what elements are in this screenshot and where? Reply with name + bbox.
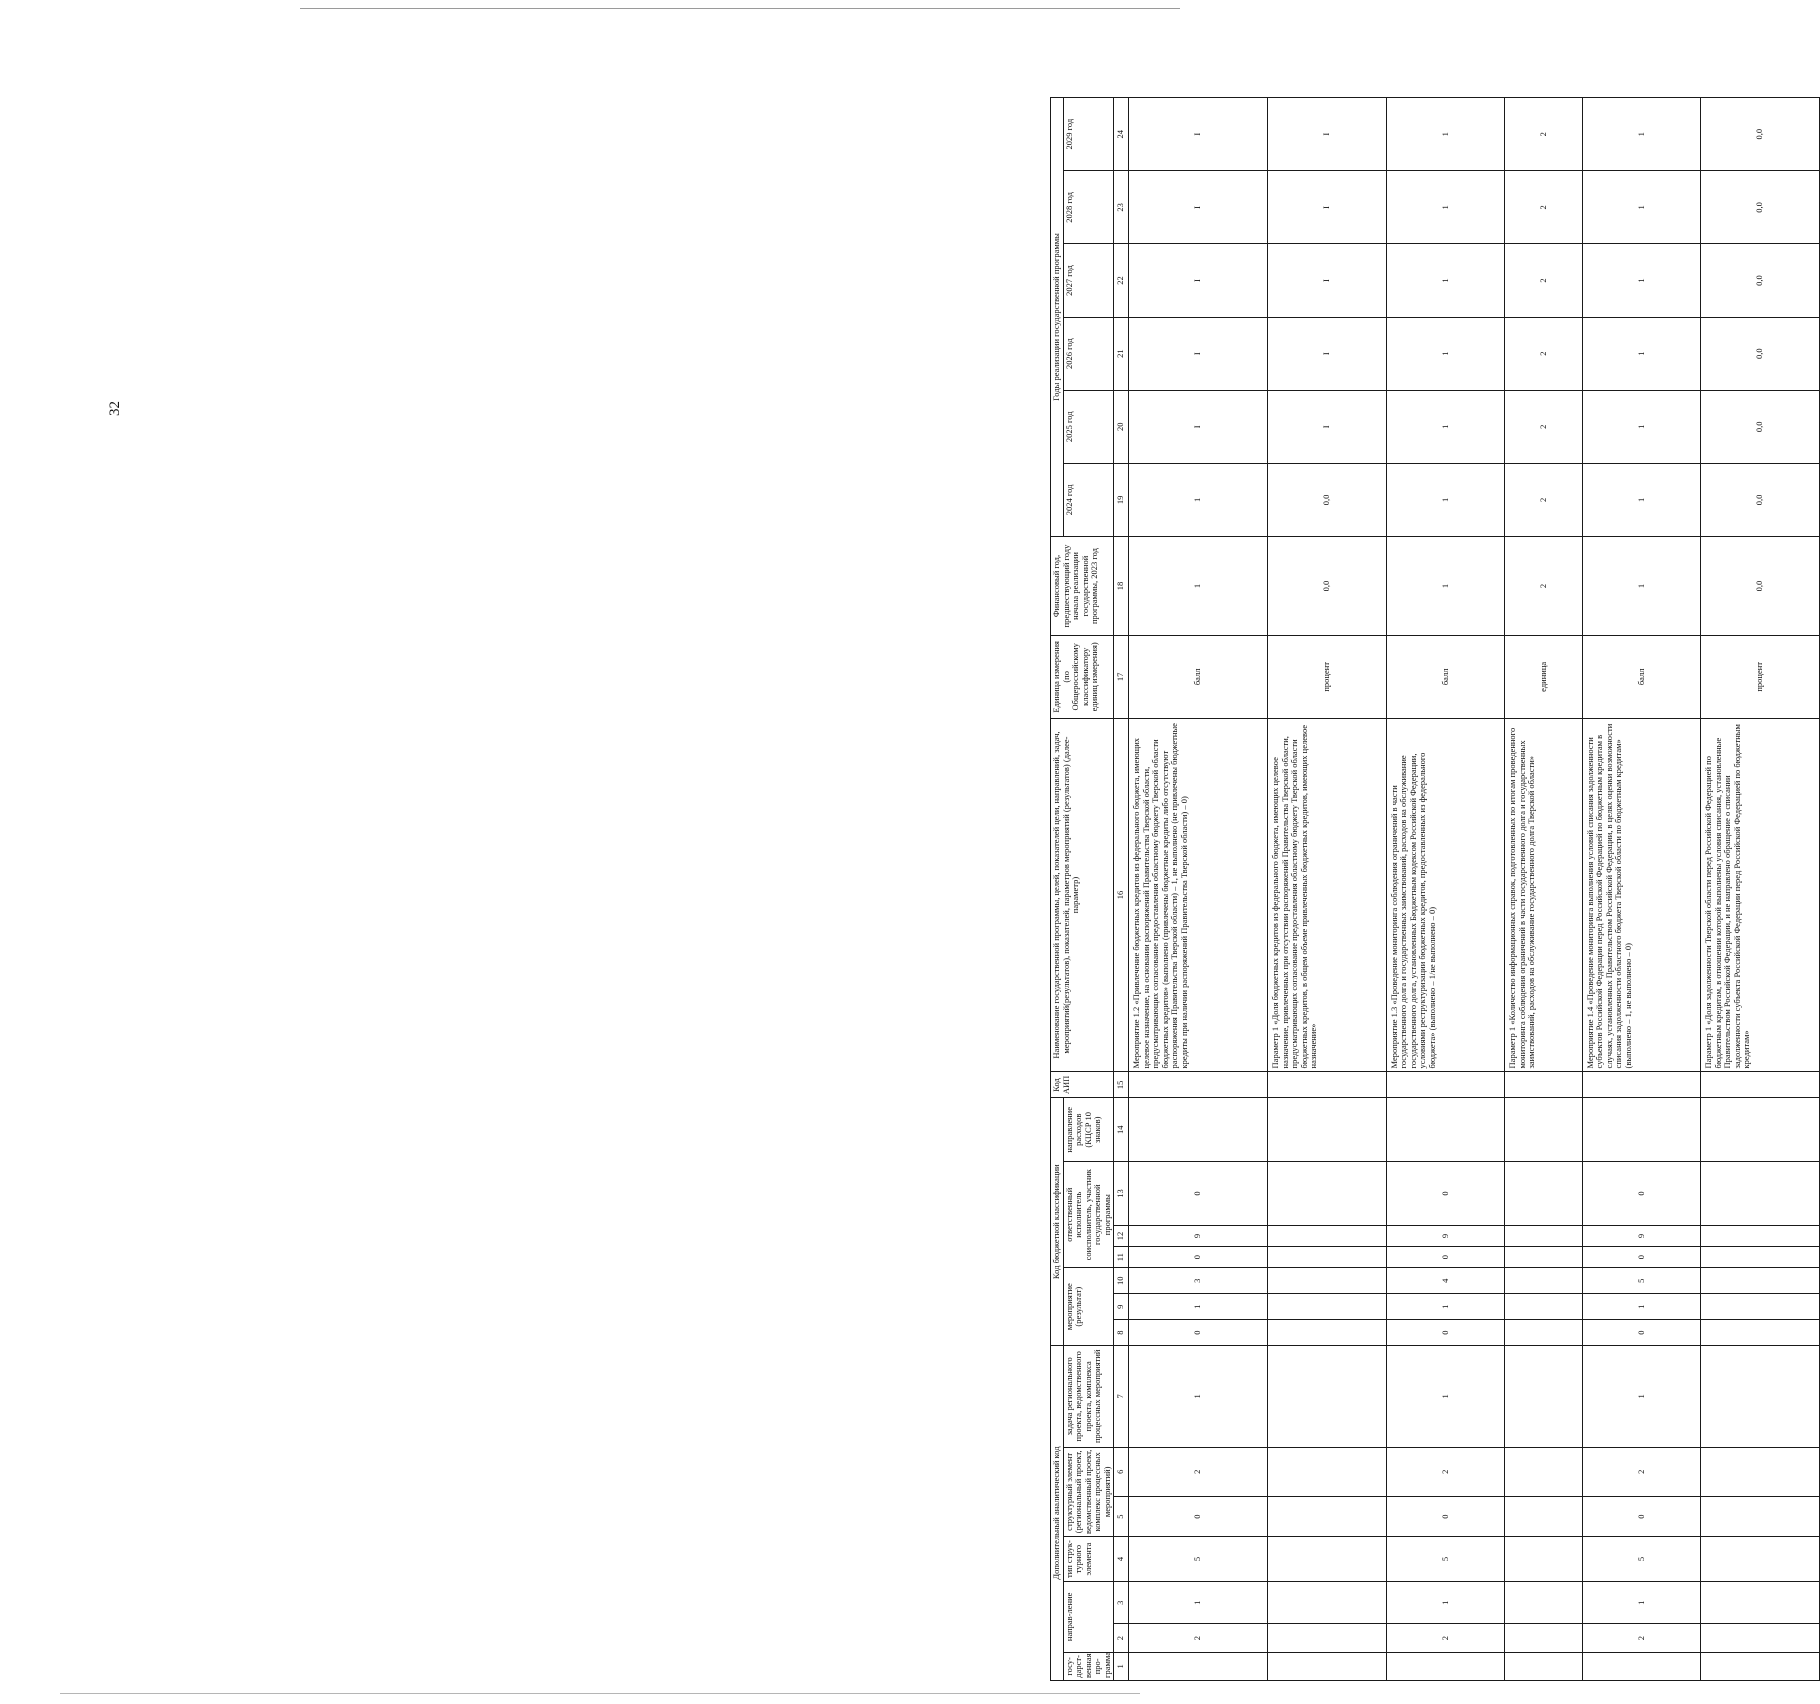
row-year-value: I (1129, 244, 1268, 317)
header-expense: направление расходов (КЦСР 10 знаков) (1063, 1098, 1114, 1162)
row-base-value: 2 (1505, 536, 1582, 635)
row-year-value: I (1268, 317, 1387, 390)
row-name: Параметр 1 «Доля задолженности Тверской области перед Российской Федерацией по бюджетным кредитам, в отношении которой выполнены условия списания, установленные Правительством Российской Федерации, и не направлено обращение о списании задолженности субъекта Российской Федерации перед Российской Федерацией по бюджетным кредитам» (1701, 718, 1820, 1072)
row-year-value: 2 (1505, 317, 1582, 390)
header-year-2026: 2026 год (1063, 317, 1114, 390)
row-year-value: 1 (1386, 317, 1505, 390)
column-number: 9 (1114, 1294, 1129, 1320)
code-cell (1505, 1447, 1582, 1497)
code-cell: 5 (1582, 1537, 1701, 1582)
code-cell: 5 (1129, 1537, 1268, 1582)
row-name: Параметр 1 «Доля бюджетных кредитов из федерального бюджета, имеющих целевое назначение, привлеченных при отсутствии распоряжений Правительства Тверской области, предусматривающих согласование предоставления областному бюджету Тверской области бюджетных кредитов, в общем объеме привлеченных бюджетных кредитов, имеющих целевое назначение» (1268, 718, 1387, 1072)
code-cell (1268, 1247, 1387, 1268)
column-number: 4 (1114, 1537, 1129, 1582)
row-year-value: 2 (1505, 98, 1582, 171)
row-year-value: 1 (1386, 98, 1505, 171)
scan-edge-bottom (60, 1693, 1140, 1694)
column-number: 5 (1114, 1497, 1129, 1537)
row-unit: балл (1386, 636, 1505, 719)
code-cell: 2 (1386, 1624, 1505, 1652)
table-row (1268, 98, 1387, 1681)
column-number: 17 (1114, 636, 1129, 719)
row-base-value: 1 (1582, 536, 1701, 635)
column-number: 15 (1114, 1072, 1129, 1098)
code-cell (1701, 1162, 1820, 1226)
row-year-value: I (1129, 171, 1268, 244)
row-base-value: 0,0 (1701, 536, 1820, 635)
code-cell: 0 (1129, 1320, 1268, 1346)
header-event: мероприятие (результат) (1063, 1268, 1114, 1346)
code-cell (1582, 1072, 1701, 1098)
code-cell: 3 (1129, 1268, 1268, 1294)
code-cell: 2 (1582, 1624, 1701, 1652)
column-number: 8 (1114, 1320, 1129, 1346)
code-cell (1701, 1537, 1820, 1582)
row-unit: единица (1505, 636, 1582, 719)
column-number: 10 (1114, 1268, 1129, 1294)
header-base-year: Финансовый год, предшествующий году начала реализации государственной программы, 2023 год (1051, 536, 1114, 635)
code-cell (1129, 1098, 1268, 1162)
code-cell (1505, 1497, 1582, 1537)
code-cell (1268, 1098, 1387, 1162)
code-cell (1268, 1537, 1387, 1582)
row-base-value: 1 (1386, 536, 1505, 635)
column-number: 19 (1114, 463, 1129, 536)
row-year-value: 1 (1582, 463, 1701, 536)
row-base-value: 0,0 (1268, 536, 1387, 635)
page-number: 32 (107, 401, 123, 416)
code-cell (1701, 1320, 1820, 1346)
code-cell: 9 (1582, 1225, 1701, 1246)
code-cell (1505, 1320, 1582, 1346)
code-cell (1386, 1098, 1505, 1162)
code-cell: 0 (1582, 1320, 1701, 1346)
row-unit: балл (1129, 636, 1268, 719)
code-cell (1268, 1225, 1387, 1246)
code-cell: 0 (1582, 1247, 1701, 1268)
code-cell: 9 (1129, 1225, 1268, 1246)
code-cell (1268, 1162, 1387, 1226)
code-cell (1701, 1247, 1820, 1268)
code-cell (1129, 1652, 1268, 1680)
row-year-value: I (1268, 98, 1387, 171)
header-task: задача регионального проекта, ведомственного проекта, комплекса процессных мероприятий (1063, 1346, 1114, 1447)
header-year-2028: 2028 год (1063, 171, 1114, 244)
code-cell (1701, 1268, 1820, 1294)
program-table-frame (1050, 97, 1769, 1681)
row-unit: балл (1582, 636, 1701, 719)
code-cell: 5 (1386, 1537, 1505, 1582)
code-cell: 2 (1129, 1624, 1268, 1652)
row-year-value: 1 (1129, 463, 1268, 536)
code-cell: 0 (1386, 1320, 1505, 1346)
code-cell: 0 (1582, 1497, 1701, 1537)
row-year-value: 1 (1582, 171, 1701, 244)
code-cell: 0 (1129, 1497, 1268, 1537)
table-row (1505, 98, 1582, 1681)
code-cell (1701, 1624, 1820, 1652)
column-number: 23 (1114, 171, 1129, 244)
code-cell (1701, 1652, 1820, 1680)
column-number: 1 (1114, 1652, 1129, 1680)
code-cell: 5 (1582, 1268, 1701, 1294)
code-cell: 1 (1386, 1581, 1505, 1623)
code-cell (1505, 1072, 1582, 1098)
row-year-value: I (1129, 98, 1268, 171)
code-cell (1505, 1294, 1582, 1320)
column-number: 13 (1114, 1162, 1129, 1226)
header-name: Наименование государственной программы, целей, показателей цели, направлений, задач, мероприятий(результатов), показателей, параметров мероприятий (результатов) (далее-параметр) (1051, 718, 1114, 1072)
code-cell (1268, 1652, 1387, 1680)
row-year-value: I (1268, 390, 1387, 463)
column-number: 14 (1114, 1098, 1129, 1162)
column-number: 22 (1114, 244, 1129, 317)
row-name: Параметр 1 «Количество информационных справок, подготовленных по итогам проведенного мониторинга соблюдения ограничений в части государственного долга и государственных заимствований, расходов на обслуживание государственного долга Тверской области» (1505, 718, 1582, 1072)
row-year-value: 1 (1582, 317, 1701, 390)
code-cell (1386, 1652, 1505, 1680)
row-year-value: 1 (1582, 98, 1701, 171)
code-cell: 2 (1582, 1447, 1701, 1497)
code-cell (1582, 1652, 1701, 1680)
column-number-row (1114, 98, 1129, 1681)
header-type: тип струк-турного элемента (1063, 1537, 1114, 1582)
row-year-value: 2 (1505, 463, 1582, 536)
code-cell (1505, 1225, 1582, 1246)
table-row (1386, 98, 1505, 1681)
code-cell (1701, 1497, 1820, 1537)
code-cell (1268, 1320, 1387, 1346)
header-year-2025: 2025 год (1063, 390, 1114, 463)
code-cell (1701, 1225, 1820, 1246)
code-cell (1701, 1072, 1820, 1098)
table-body (1129, 98, 1819, 1681)
column-number: 6 (1114, 1447, 1129, 1497)
code-cell (1268, 1072, 1387, 1098)
code-cell: 1 (1582, 1294, 1701, 1320)
header-direction: направ-ление (1063, 1581, 1114, 1652)
column-number: 3 (1114, 1581, 1129, 1623)
header-group-additional: Дополнительный аналитический код (1051, 1346, 1064, 1681)
column-number: 21 (1114, 317, 1129, 390)
header-unit: Единица измерения (по Общероссийскому классификатору единиц измерения) (1051, 636, 1114, 719)
code-cell: 4 (1386, 1268, 1505, 1294)
header-year-2029: 2029 год (1063, 98, 1114, 171)
row-year-value: 0,0 (1701, 390, 1820, 463)
code-cell: 9 (1386, 1225, 1505, 1246)
row-year-value: 1 (1582, 244, 1701, 317)
code-cell (1505, 1652, 1582, 1680)
column-number: 20 (1114, 390, 1129, 463)
code-cell: 1 (1386, 1294, 1505, 1320)
header-group-years: Годы реализации государственной программы (1051, 98, 1064, 537)
code-cell (1129, 1072, 1268, 1098)
row-year-value: 1 (1386, 244, 1505, 317)
code-cell (1268, 1581, 1387, 1623)
code-cell: 1 (1129, 1294, 1268, 1320)
row-year-value: 0,0 (1268, 463, 1387, 536)
row-year-value: 1 (1386, 171, 1505, 244)
code-cell (1268, 1497, 1387, 1537)
code-cell: 0 (1386, 1247, 1505, 1268)
header-year-2027: 2027 год (1063, 244, 1114, 317)
code-cell (1268, 1294, 1387, 1320)
column-number: 11 (1114, 1247, 1129, 1268)
code-cell: 2 (1129, 1447, 1268, 1497)
row-year-value: 1 (1386, 390, 1505, 463)
code-cell: 1 (1582, 1346, 1701, 1447)
code-cell: 1 (1386, 1346, 1505, 1447)
code-cell (1582, 1098, 1701, 1162)
row-year-value: I (1268, 244, 1387, 317)
column-number: 12 (1114, 1225, 1129, 1246)
row-year-value: I (1268, 171, 1387, 244)
header-group-budget: Код бюджетной классификации (1051, 1098, 1064, 1346)
code-cell: 0 (1582, 1162, 1701, 1226)
code-cell: 0 (1386, 1162, 1505, 1226)
code-cell (1505, 1624, 1582, 1652)
header-aip: Код АИП (1051, 1072, 1114, 1098)
row-year-value: I (1129, 390, 1268, 463)
code-cell (1268, 1447, 1387, 1497)
code-cell (1268, 1624, 1387, 1652)
row-year-value: 0,0 (1701, 317, 1820, 390)
code-cell (1505, 1581, 1582, 1623)
row-year-value: 0,0 (1701, 463, 1820, 536)
column-number: 18 (1114, 536, 1129, 635)
code-cell: 0 (1386, 1497, 1505, 1537)
row-name: Мероприятие 1.4 «Проведение мониторинга выполнения условий списания задолженности субъектов Российской Федерации перед Российской Федерацией по бюджетным кредитам в случаях, установленных Правительством Российской Федерации, в целях оценки возможности списания задолженности областного бюджета Тверской области по бюджетным кредитам» (выполнено – 1, не выполнено – 0) (1582, 718, 1701, 1072)
code-cell: 1 (1129, 1346, 1268, 1447)
row-year-value: 2 (1505, 244, 1582, 317)
code-cell (1701, 1294, 1820, 1320)
header-executor: ответственный исполнитель соисполнитель, участник государственной программы (1063, 1162, 1114, 1268)
code-cell (1701, 1098, 1820, 1162)
code-cell (1386, 1072, 1505, 1098)
column-number: 7 (1114, 1346, 1129, 1447)
row-year-value: 1 (1386, 463, 1505, 536)
code-cell (1268, 1268, 1387, 1294)
row-year-value: 0,0 (1701, 171, 1820, 244)
code-cell: 0 (1129, 1162, 1268, 1226)
header-row-1 (1051, 98, 1064, 1681)
code-cell (1268, 1346, 1387, 1447)
code-cell (1505, 1162, 1582, 1226)
table-row (1582, 98, 1701, 1681)
row-year-value: 0,0 (1701, 244, 1820, 317)
column-number: 24 (1114, 98, 1129, 171)
table-row (1129, 98, 1268, 1681)
row-year-value: I (1129, 317, 1268, 390)
row-year-value: 0,0 (1701, 98, 1820, 171)
header-element: структурный элемент (региональный проект, ведомственный проект, комплекс процессных мероприятий) (1063, 1447, 1114, 1537)
code-cell: 1 (1129, 1581, 1268, 1623)
row-name: Мероприятие 1.3 «Проведение мониторинга соблюдения ограничений в части государственного долга и государственных заимствований, расходов на обслуживание государственного долга, установленных Бюджетным кодексом Российской Федерации, условиями реструктуризации бюджетных кредитов, предоставленных из федерального бюджета» (выполнено – 1/не выполнено – 0) (1386, 718, 1505, 1072)
row-unit: процент (1701, 636, 1820, 719)
code-cell (1505, 1247, 1582, 1268)
row-year-value: 2 (1505, 390, 1582, 463)
code-cell (1505, 1537, 1582, 1582)
table-row (1701, 98, 1820, 1681)
row-year-value: 1 (1582, 390, 1701, 463)
code-cell: 0 (1129, 1247, 1268, 1268)
scan-edge-top (300, 8, 1180, 9)
row-unit: процент (1268, 636, 1387, 719)
header-gp: госу-дарст-венная про-грамма (1063, 1652, 1114, 1680)
code-cell: 2 (1386, 1447, 1505, 1497)
code-cell (1701, 1346, 1820, 1447)
code-cell (1701, 1581, 1820, 1623)
row-year-value: 2 (1505, 171, 1582, 244)
code-cell: 1 (1582, 1581, 1701, 1623)
code-cell (1505, 1098, 1582, 1162)
column-number: 16 (1114, 718, 1129, 1072)
row-name: Мероприятие 1.2 «Привлечение бюджетных кредитов из федерального бюджета, имеющих целевое назначение, на основании распоряжений Правительства Тверской области, предусматривающих согласование предоставления областному бюджету Тверской области бюджетных кредитов» (выполнено (привлечены бюджетные кредиты либо отсутствуют распоряжения Правительства Тверской области) – 1, не выполнено (не привлечены бюджетные кредиты при наличии распоряжений Правительства Тверской области) – 0) (1129, 718, 1268, 1072)
code-cell (1701, 1447, 1820, 1497)
code-cell (1505, 1268, 1582, 1294)
code-cell (1505, 1346, 1582, 1447)
column-number: 2 (1114, 1624, 1129, 1652)
header-year-2024: 2024 год (1063, 463, 1114, 536)
program-table (1050, 97, 1820, 1681)
row-base-value: 1 (1129, 536, 1268, 635)
